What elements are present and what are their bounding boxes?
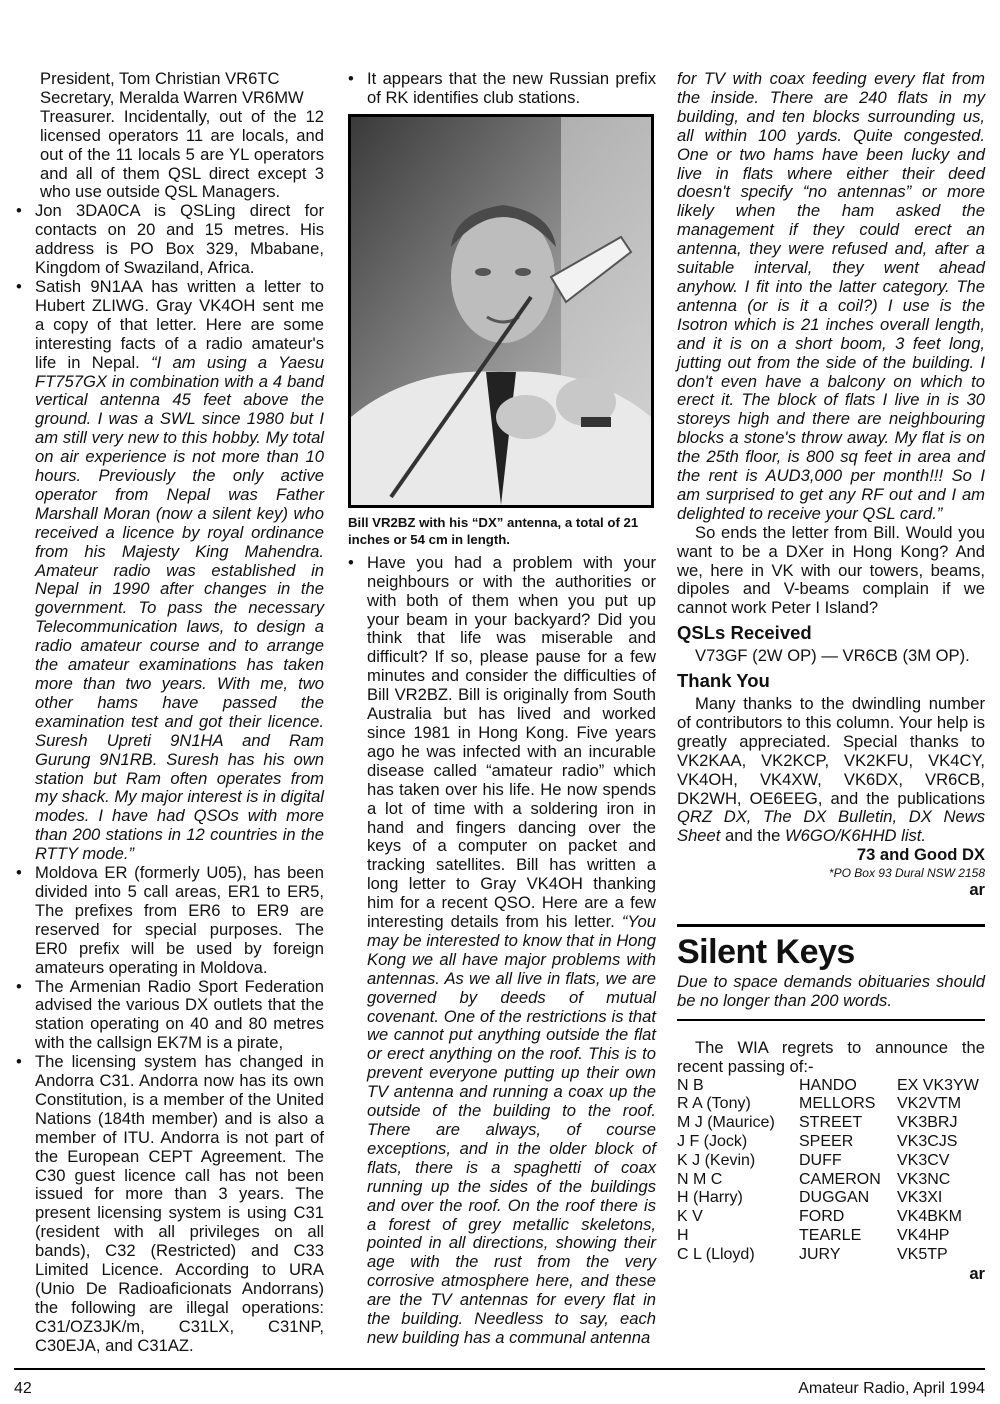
silent-key-last: MELLORS	[799, 1095, 876, 1113]
column-3	[677, 70, 985, 1284]
silent-keys-table	[677, 1077, 985, 1265]
silent-key-last: FORD	[799, 1208, 845, 1226]
bullet-item: • Jon 3DA0CA is QSLing direct for contacts on 20 and 15 metres. His address is PO Box 329, Mbabane, Kingdom of Swaziland, Africa.	[14, 202, 324, 278]
magazine-issue: Amateur Radio, April 1994	[798, 1380, 985, 1397]
silent-key-first: M J (Maurice)	[677, 1114, 775, 1132]
silent-key-first: R A (Tony)	[677, 1095, 751, 1113]
intro-line: President, Tom Christian VR6TC	[40, 69, 280, 88]
heading-silent-keys: Silent Keys	[677, 933, 855, 972]
paragraph-conclusion: So ends the letter from Bill. Would you want to be a DXer in Hong Kong? And we, here in VK with our towers, beams, dipoles and V-beams complain if we cannot work Peter I Island?	[677, 522, 985, 618]
silent-keys-intro: The WIA regrets to announce the recent passing of:-	[677, 1037, 985, 1076]
silent-key-call: VK3CV	[897, 1151, 950, 1169]
photo-illustration	[351, 117, 651, 505]
heading-thank-you: Thank You	[677, 670, 770, 692]
bullet-item: • It appears that the new Russian prefix of RK identifies club stations.	[346, 70, 656, 108]
bullet-item: • Moldova ER (formerly U05), has been divided into 5 call areas, ER1 to ER5, The prefixes from ER6 to ER9 are reserved for special purposes. The ER0 prefix will be used by foreign amateurs operating in Moldova.	[14, 864, 324, 977]
silent-key-first: K J (Kevin)	[677, 1151, 756, 1169]
silent-key-call: VK5TP	[897, 1245, 948, 1263]
table-row	[677, 1227, 985, 1246]
hong-kong-bullet	[346, 554, 656, 1348]
table-row	[677, 1114, 985, 1133]
top-bullet	[346, 70, 656, 108]
bullet-item: • Satish 9N1AA has written a letter to Hubert ZLIWG. Gray VK4OH sent me a copy of that letter. Here are some interesting facts of a radio amateur's life in Nepal. “I am using a Yaesu FT757GX in combination with a 4 band vertical antenna 45 feet above the ground. I was a SWL since 1980 but I am still very new to this hobby. My total on air experience is not more than 10 hours. Previously the only active operator from Nepal was Father Marshall Moran (now a silent key) who received a licence by royal ordinance from his Majesty King Mahendra. Amateur radio was established in Nepal in 1990 after changes in the government. To pass the necessary Telecommunication laws, to design a radio amateur course and to arrange the amateur examinations has taken more than two years. With me, two other hams have passed the examination test and got their licence. Suresh Upreti 9N1HA and Ram Gurung 9N1RB. Suresh has his own station but Ram often operates from my shack. My major interest is in digital modes. I have had QSOs with more than 200 stations in 12 countries in the RTTY mode.”	[14, 278, 324, 864]
column-1	[14, 70, 324, 1356]
column-2	[346, 70, 656, 1348]
intro-line: Secretary, Meralda Warren VR6MW	[40, 87, 304, 107]
bullet-item: • Have you had a problem with your neighbours or with the authorities or with both of them when you put up your beam in your backyard? Did you think that life was miserable and difficult? If so, please pause for a few minutes and consider the difficulties of Bill VR2BZ. Bill is originally from South Australia but has lived and worked since 1981 in Hong Kong. Five years ago he was infected with an incurable disease called “amateur radio” which has taken over his life. He now spends a lot of time with a soldering iron in hand and fingers dancing over the keys of a computer on packet and tracking satellites. Bill has written a long letter to Gray VK4OH thanking him for a recent QSO. Here are a few interesting details from his letter. “You may be interested to know that in Hong Kong we all have major problems with antennas. As we all live in flats, we are governed by deeds of mutual covenant. One of the restrictions is that we cannot put anything outside the flat or erect anything on the roof. This is to prevent everyone putting up their own TV antenna and running a coax up the outside of the building to the roof. There are always, of course exceptions, and in the older block of flats, there is a spaghetti of coax running up the sides of the buildings and over the roof. On the roof there is a forest of grey metallic skeletons, pointed in all directions, showing their age with the rust from the very corrosive atmosphere here, and these are the TV antennas for every flat in the building. Needless to say, each new building has a communal antenna	[346, 554, 656, 1348]
silent-key-call: VK3BRJ	[897, 1114, 958, 1132]
silent-key-last: JURY	[799, 1245, 841, 1263]
table-row	[677, 1189, 985, 1208]
silent-key-first: J F (Jock)	[677, 1133, 748, 1151]
silent-key-first: H	[677, 1227, 689, 1245]
author-address: *PO Box 93 Dural NSW 2158	[828, 866, 985, 881]
silent-key-call: VK3NC	[897, 1170, 951, 1188]
silent-key-last: HANDO	[799, 1076, 857, 1094]
news-bullets	[14, 202, 324, 1355]
silent-key-last: STREET	[799, 1114, 863, 1132]
footer-rule	[14, 1368, 985, 1370]
divider	[677, 1019, 985, 1021]
table-row	[677, 1171, 985, 1190]
table-row	[677, 1246, 985, 1265]
silent-key-last: DUFF	[799, 1151, 842, 1169]
bullet-item: • The Armenian Radio Sport Federation advised the various DX outlets that the station operating on 40 and 80 metres with the callsign EK7M is a pirate,	[14, 978, 324, 1054]
silent-key-last: SPEER	[799, 1133, 854, 1151]
silent-key-last: DUGGAN	[799, 1189, 870, 1207]
end-mark: ar	[969, 1263, 985, 1283]
nepal-quote: “I am using a Yaesu FT757GX in combination with a 4 band vertical antenna 45 feet above the ground. I was a SWL since 1980 but I am still very new to this hobby. My total on air experience is not more than 10 hours. Previously the only active operator from Nepal was Father Marshall Moran (now a silent key) who received a licence by royal ordinance from his Majesty King Mahendra. Amateur radio was established in Nepal in 1990 after changes in the government. To pass the necessary Telecommunication laws, to design a radio amateur course and to arrange the amateur examinations has taken more than two years. With me, two other hams have passed the examination test and got their licence. Suresh Upreti 9N1HA and Ram Gurung 9N1RB. Suresh has his own station but Ram often operates from my shack. My major interest is in digital modes. I have had QSOs with more than 200 stations in 12 countries in the RTTY mode.”	[35, 352, 324, 864]
table-row	[677, 1077, 985, 1096]
silent-key-call: VK3CJS	[897, 1133, 958, 1151]
photo-bill-vr2bz	[348, 114, 654, 508]
table-row	[677, 1208, 985, 1227]
silent-key-first: H (Harry)	[677, 1189, 743, 1207]
letter-continued: for TV with coax feeding every flat from the inside. There are 240 flats in my building, and ten blocks surrounding us, all within 100 yards. Quite congested. One or two hams have been lucky and live in flats where either their deed doesn't specify “no antennas” or more likely when the ham asked the management if they could erect an antenna, they were refused and, after a suitable interval, they went ahead anyhow. I fit into the latter category. The antenna (or is it a coil?) I use is the Isotron which is 21 inches overall length, and it is on a short boom, 3 feet long, jutting out from the side of the building. I don't even have a balcony on which to erect it. The block of flats I live in is 30 storeys high and there are neighbouring blocks a stone's throw away. My flat is on the 25th floor, is 800 sq feet in area and the rent is AUD3,000 per month!!! So I am surprised to get any RF out and I am delighted to receive your QSL card.”	[677, 69, 985, 523]
silent-key-last: TEARLE	[799, 1227, 862, 1245]
intro-officers	[14, 70, 324, 202]
table-row	[677, 1152, 985, 1171]
bullet-item: • The licensing system has changed in Andorra C31. Andorra now has its own Constitution, is a member of the United Nations (184th member) and is also a member of ITU. Andorra is not part of the European CEPT Agreement. The C30 guest licence call has not been issued for more than 3 years. The present licensing system is using C31 (resident with all privileges on all bands), C32 (Restricted) and C33 Limited Licence. According to URA (Unio De Radioaficionats Andorrans) the following are illegal operations: C31/OZ3JK/m, C31LX, C31NP, C30EJA, and C31AZ.	[14, 1053, 324, 1356]
thanks-paragraph: Many thanks to the dwindling number of contributors to this column. Your help is greatly appreciated. Special thanks to VK2KAA, VK2KCP, VK2KFU, VK4CY, VK4OH, VK4XW, VK6DX, VR6CB, DK2WH, OE6EEG, and the publications QRZ DX, The DX Bulletin, DX News Sheet and the W6GO/K6HHD list.	[677, 694, 985, 846]
silent-keys-note: Due to space demands obituaries should be no longer than 200 words.	[677, 972, 985, 1010]
intro-line: Treasurer. Incidentally, out of the 12 licensed operators 11 are locals, and out of the 11 locals 5 are YL operators and all of them QSL direct except 3 who use outside QSL Managers.	[40, 106, 324, 202]
silent-key-call: VK4BKM	[897, 1208, 962, 1226]
silent-key-last: CAMERON	[799, 1170, 881, 1188]
silent-key-first: K V	[677, 1208, 703, 1226]
page-number: 42	[14, 1380, 32, 1397]
silent-key-call: VK4HP	[897, 1227, 950, 1245]
table-row	[677, 1133, 985, 1152]
footer	[14, 1380, 985, 1400]
bill-letter-quote: “You may be interested to know that in Hong Kong we all have major problems with antennas. As we all live in flats, we are governed by deeds of mutual covenant. One of the restrictions is that we cannot put anything outside the flat or erect anything on the roof. This is to prevent everyone putting up their own TV antenna and running a coax up the outside of the building to the roof. There are always, of course exceptions, and in the older block of flats, there is a spaghetti of coax running up the sides of the buildings and over the roof. On the roof there is a forest of grey metallic skeletons, pointed in all directions, showing their age with the rust from the very corrosive atmosphere here, and these are the TV antennas for every flat in the building. Needless to say, each new building has a communal antenna	[367, 912, 656, 1347]
photo-caption: Bill VR2BZ with his “DX” antenna, a total of 21 inches or 54 cm in length.	[348, 514, 639, 547]
heading-qsls-received: QSLs Received	[677, 622, 812, 644]
signoff: 73 and Good DX	[856, 845, 985, 865]
silent-key-first: N B	[677, 1076, 704, 1094]
qsl-list: V73GF (2W OP) — VR6CB (3M OP).	[695, 646, 970, 666]
silent-key-first: C L (Lloyd)	[677, 1245, 755, 1263]
silent-key-call: VK2VTM	[897, 1095, 962, 1113]
divider	[677, 924, 985, 927]
end-mark: ar	[969, 880, 985, 900]
silent-key-call: VK3XI	[897, 1189, 943, 1207]
silent-key-call: EX VK3YW	[897, 1076, 979, 1094]
silent-key-first: N M C	[677, 1170, 723, 1188]
table-row	[677, 1095, 985, 1114]
